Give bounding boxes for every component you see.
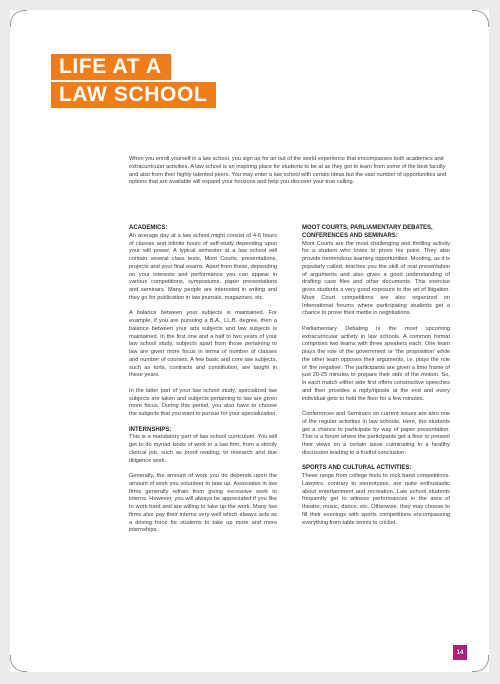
moot-courts-paragraph-1: Moot Courts are the most challenging and thrilling activity for a student who loves to prove his point. They also provide tremendous learning opportunities. Mooting, as it is popularly called, teaches you the skill of oral presentation of arguments and also gives a good understanding of drafting case files and other documents. This exercise gives students a very good exposure to the art of litigation. Moot Court competitions are also organized on International forums where participating students get a chance to prove their mettle in negotiations. [302,240,450,317]
page-number: 14 [456,649,464,656]
crop-mark-bottom-left [10,655,27,672]
right-column [302,225,450,535]
internships-paragraph-2: Generally, the amount of work you do depends upon the amount of work you volunteer to take up. Associates in law firms generally refrain from giving excessive work to interns. However, you will always be appreciated if you like to work hard and are willing to take up the work. Many law firms also pay their interns very well which always acts as a driving force for students to take up more and more internships. [129,473,277,534]
academics-heading: ACADEMICS: [129,225,168,231]
crop-mark-top-left [10,10,27,27]
left-column [129,225,277,543]
crop-mark-bottom-right [472,655,489,672]
intro-paragraph: When you enroll yourself in a law school, you sign up for an out of the world experience that encompasses both academics and extracurricular activities. A law school is an inspiring place for students to be at as they get to learn from some of the best faculty and also from their highly talented peers. You may enter a law school with certain ideas but the vast number of opportunities and options that are available will expand your horizons and help you discover your true calling. [129,156,447,186]
sports-paragraph-1: These range from college fests to rock band competitions. Lawyers, contrary to stereotypes, are quite enthusiastic about entertainment and recreation. Law school students frequently get to witness performances in the area of theatre, music, dance, etc. Otherwise, they may choose to fill their evenings with sports competitions encompassing everything from table tennis to cricket. [302,473,450,526]
sports-heading: SPORTS AND CULTURAL ACTIVITIES: [302,465,412,472]
internships-heading: INTERNSHIPS: [129,426,172,433]
page-number-badge [453,645,467,660]
internships-paragraph-1: This is a mandatory part of law school curriculum. You will get to do myriad kinds of work in a law firm, from a strictly clerical job, such as proof reading, to research and due diligence work. [129,434,277,464]
academics-paragraph-2: A balance between your subjects is maintained. For example, if you are pursuing a B.A., LL.B. degree, then a balance between your arts subjects and law subjects is maintained. In the first one and a half to two years of your law school study, subjects apart from those pertaining to law are given more focus in terms of number of classes and number of courses. A few basic and core law subjects, such as torts, contracts and constitution, are taught in these years. [129,310,277,379]
moot-courts-heading: MOOT COURTS, PARLIAMENTARY DEBATES, CONFERENCES AND SEMINARS: [302,225,433,239]
title-line-2: LAW SCHOOL [51,82,216,108]
page-title [51,54,216,110]
academics-paragraph-1: An average day at a law school might consist of 4-6 hours of classes and infinite hours of self-study depending upon your will power. A typical semester at a law school will contain several class tests, Moot Courts, presentations, projects and your final exams. Apart from these, depending on your interests and performance you can appear in various competitions, symposiums, paper presentations and seminars. Many people are interested in writing and they go for publication in law journals, magazines, etc. [129,232,277,301]
moot-courts-paragraph-2: Parliamentary Debating is the most upcoming extracurricular activity in law schools. A common format comprises two teams with three speakers each. One team plays the role of the government or 'the proposition' while the other team opposes their arguments, i.e. plays the role of 'the negative'. The participants are given a time frame of just 20-25 minutes to prepare their side of the motion. So, in each match either side first offers constructive speeches and then provides a reply/riposte at the end and every individual gets to hold the floor for a few minutes. [302,325,450,402]
title-line-1: LIFE AT A [51,54,171,80]
crop-mark-top-right [472,10,489,27]
moot-courts-paragraph-3: Conferences and Seminars on current issues are also one of the regular activities in law schools. Here, the students get a chance to participate by way of paper presentation. This is a forum where the participants get a floor to present their views on a certain issue culminating in a healthy discussion leading to a fruitful conclusion. [302,411,450,456]
academics-paragraph-3: In the latter part of your law school study, specialized law subjects are taken and subjects pertaining to law are given more focus. During this period, you also have to choose the subjects that you want to pursue for your specialization. [129,387,277,417]
